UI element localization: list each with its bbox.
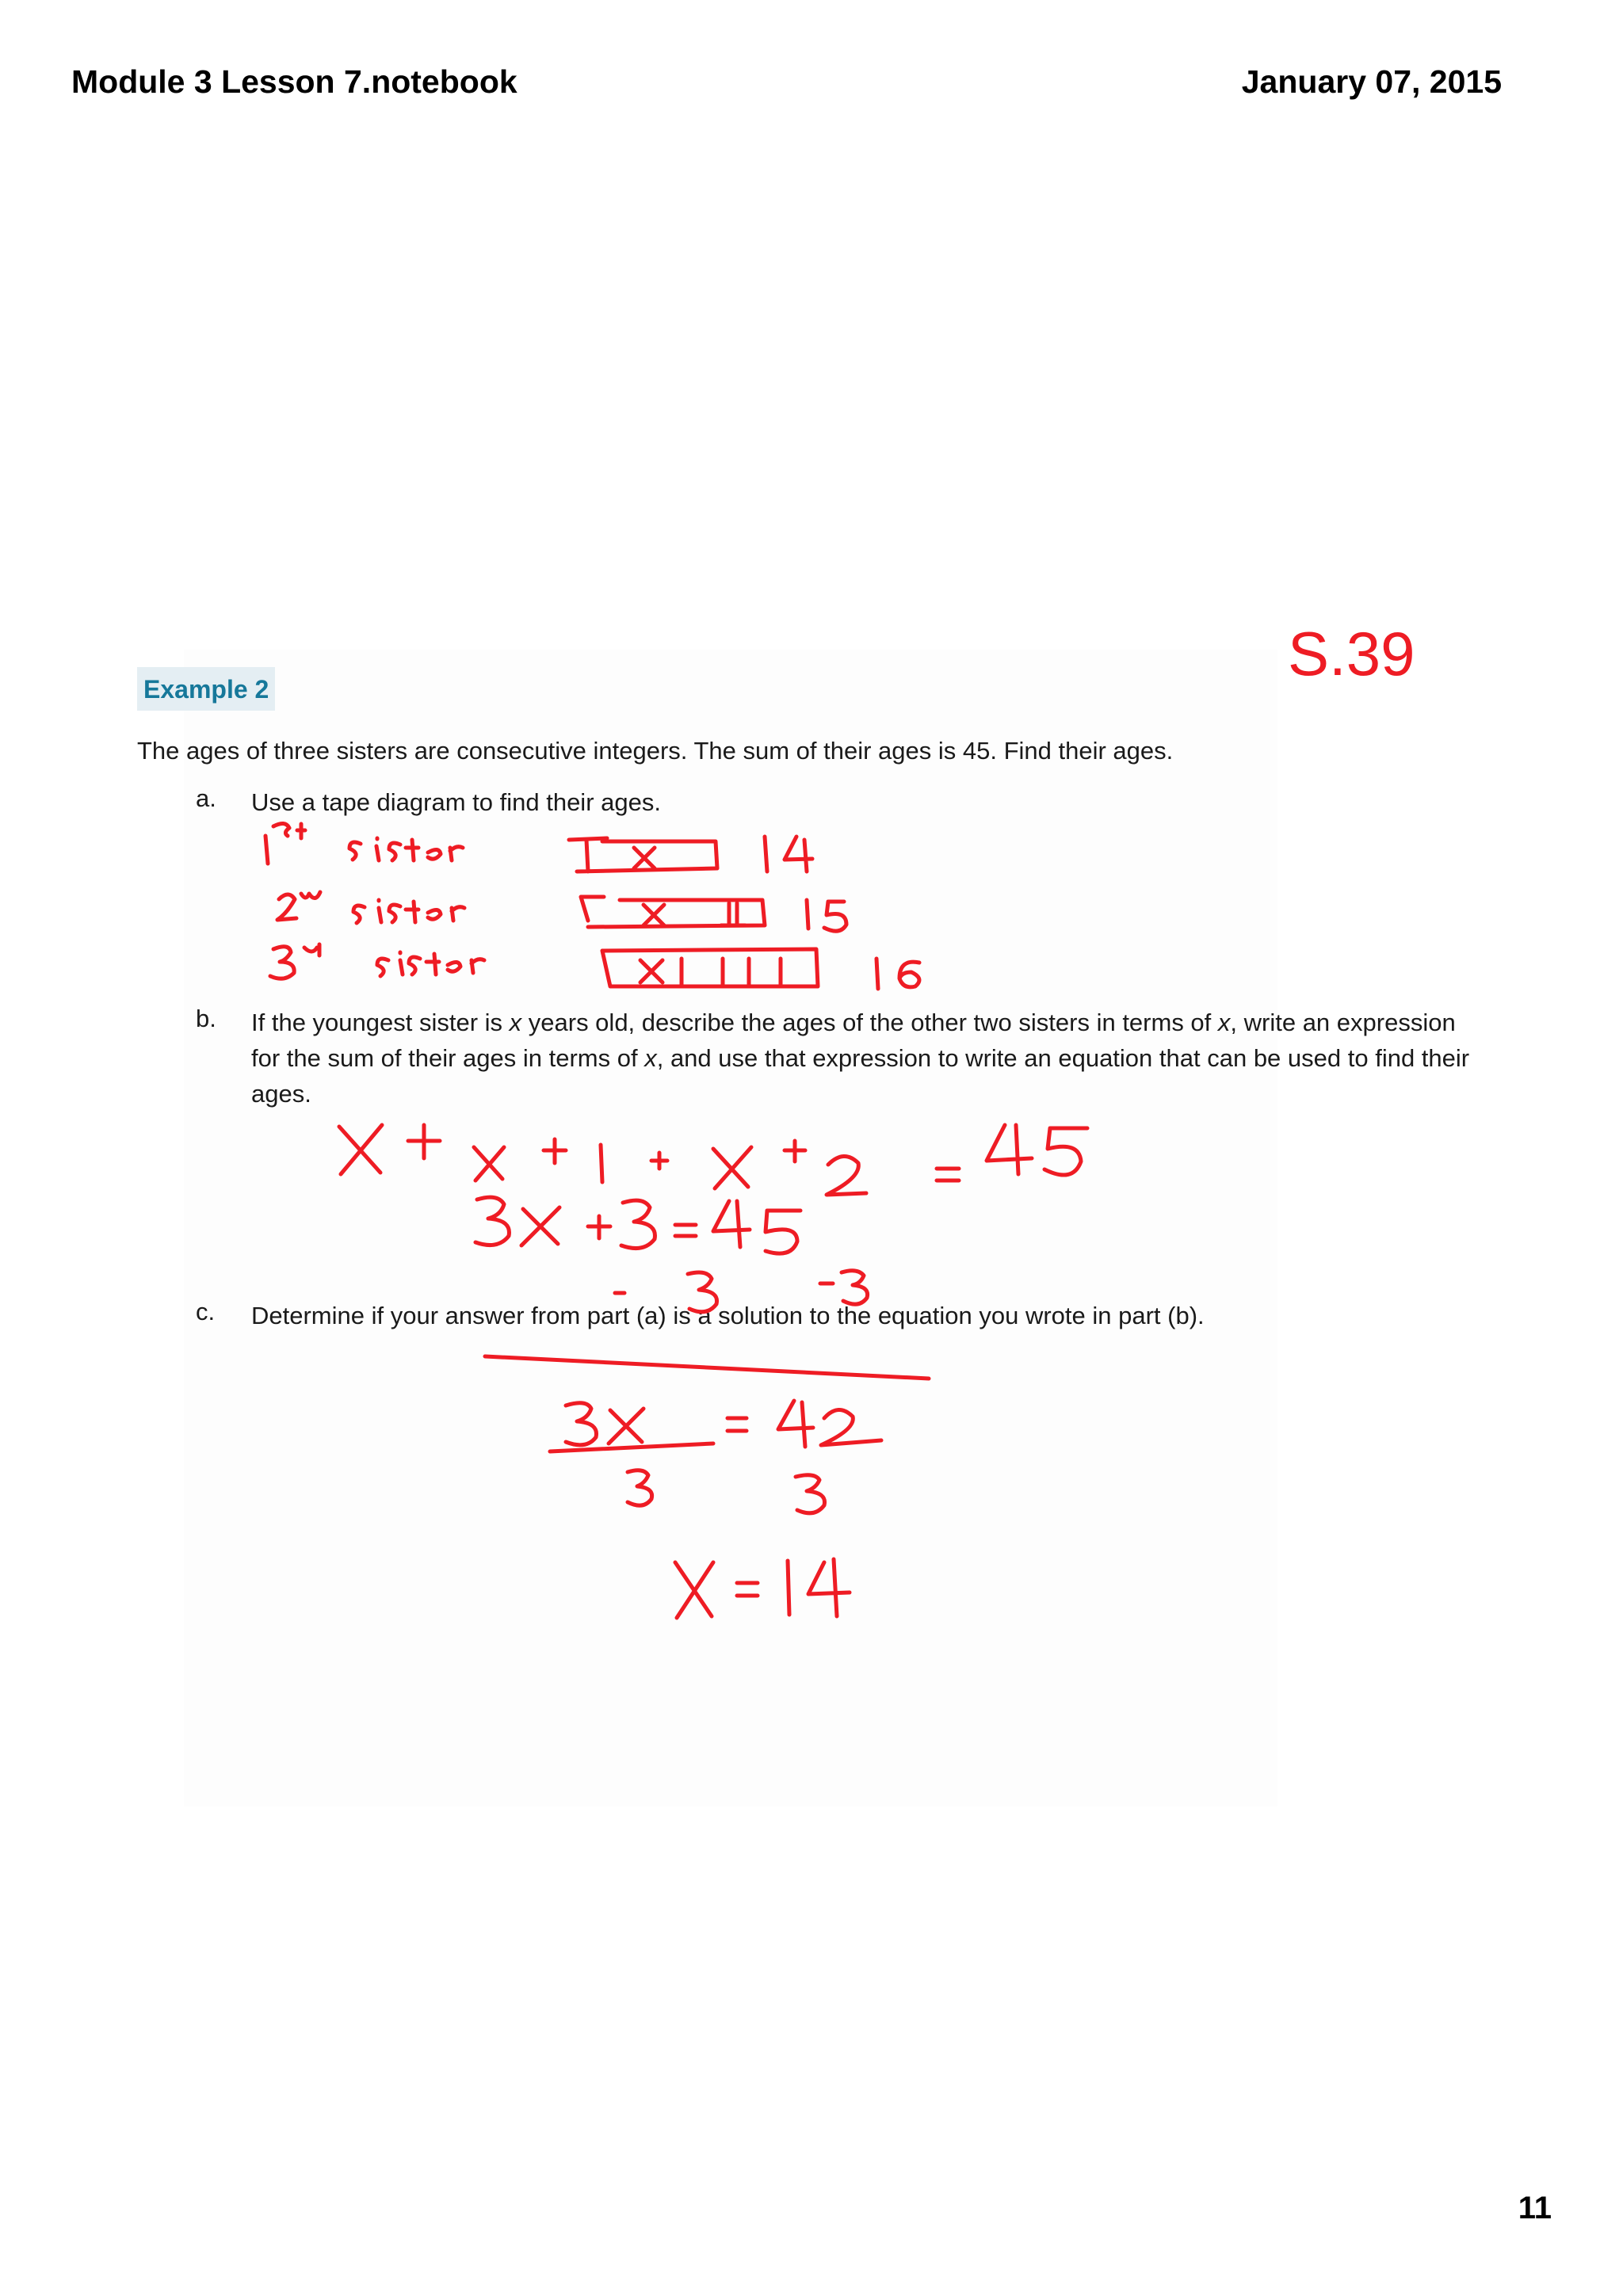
part-a-letter: a.: [196, 784, 216, 812]
tape-row-1st-sister: [265, 823, 812, 871]
tape-row-2nd-sister: [277, 892, 846, 931]
subtract-step: [615, 1271, 868, 1312]
page-number: 11: [1518, 2191, 1552, 2225]
part-c-letter: c.: [196, 1298, 216, 1325]
division-step: [550, 1401, 881, 1513]
equation-line-2: [475, 1197, 800, 1253]
part-c-text: Determine if your answer from part (a) is a solution to the equation you wrote in part (b).: [251, 1302, 1205, 1329]
example-label: Example 2: [137, 667, 275, 711]
example-intro: The ages of three sisters are consecutive integers. The sum of their ages is 45. Find their ages.: [137, 737, 1174, 765]
part-a-text: Use a tape diagram to find their ages.: [251, 788, 661, 816]
notebook-title: Module 3 Lesson 7.notebook: [71, 63, 517, 100]
part-b-letter: b.: [196, 1005, 216, 1032]
work-rule-line: [485, 1356, 929, 1379]
equation-line-1: [339, 1125, 1087, 1195]
result-x-equals-14: [675, 1559, 850, 1618]
part-b-text: If the youngest sister is x years old, describe the ages of the other two sisters in terms of x, write an expression for the sum of their ages in terms of x, and use that expression to write an equation that can be used to find their ages.: [251, 1009, 1470, 1108]
slide-reference: S.39: [1288, 619, 1415, 688]
notebook-date: January 07, 2015: [1241, 63, 1502, 100]
tape-row-3rd-sister: [270, 944, 919, 989]
